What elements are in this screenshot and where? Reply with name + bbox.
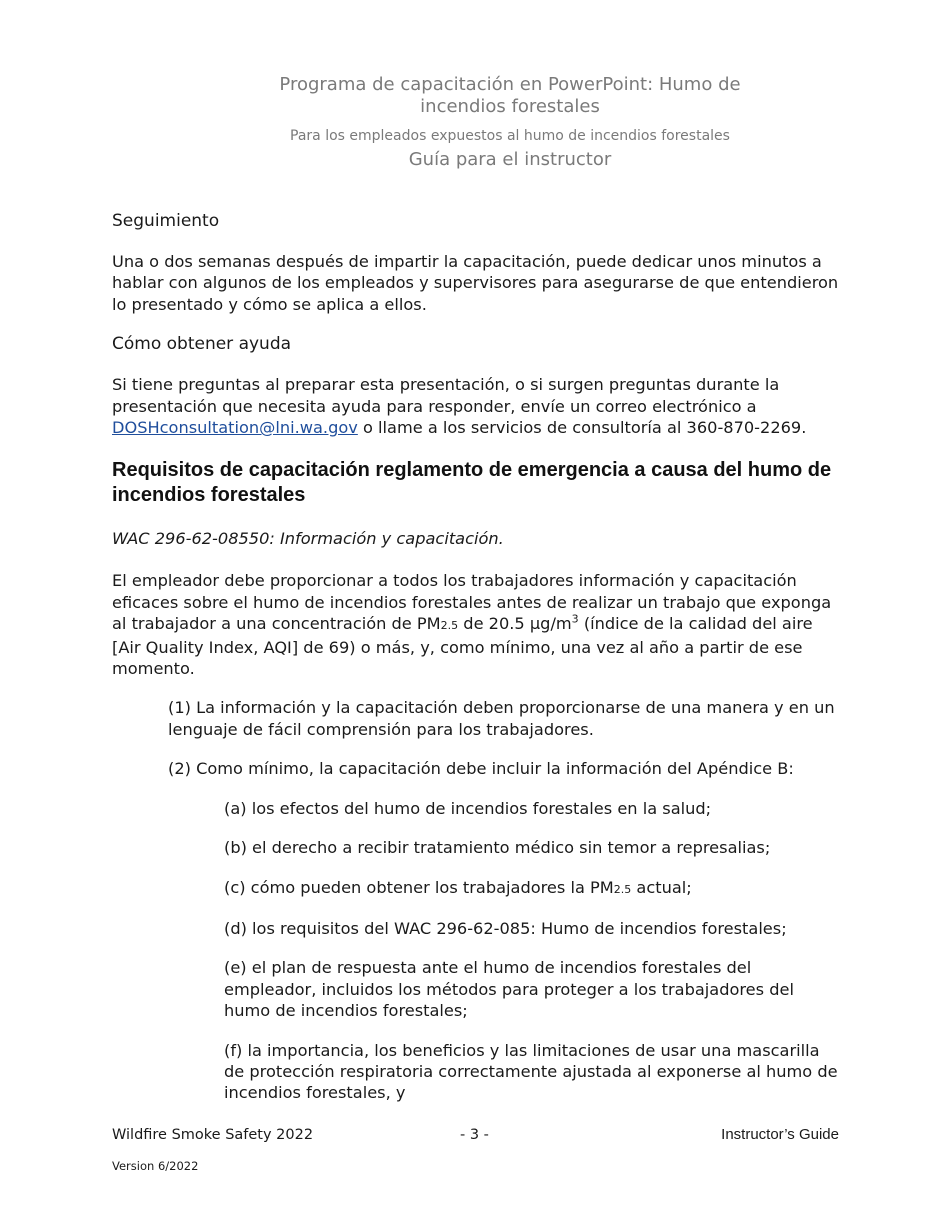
requirements-heading: Requisitos de capacitación reglamento de emergencia a causa del humo de incendios forestales [112,459,832,507]
m3-superscript: 3 [571,612,579,626]
document-header [250,74,770,171]
subitem-e: (e) el plan de respuesta ante el humo de incendios forestales del empleador, incluidos los métodos para proteger a los trabajadores del humo de incendios forestales; [224,958,794,1021]
document-guide-label: Guía para el instructor [408,149,612,170]
subitem-d: (d) los requisitos del WAC 296-62-085: Humo de incendios forestales; [224,918,787,938]
document-subtitle: Para los empleados expuestos al humo de incendios forestales [290,128,730,144]
footer-doc-name: Wildfire Smoke Safety 2022 [112,1127,314,1143]
subitem-c-text: (c) cómo pueden obtener los trabajadores la PM [224,877,614,897]
help-heading: Cómo obtener ayuda [112,334,292,355]
document-body [112,210,842,1104]
wac-title: WAC 296-62-08550: Información y capacitación. [112,529,504,549]
document-title: Programa de capacitación en PowerPoint: Humo de incendios forestales [279,74,741,117]
footer-version: Version 6/2022 [112,1159,199,1173]
subitem-c-subscript: 2.5 [613,882,632,896]
intro-part-b: de 20.5 µg/m [458,614,572,634]
footer-page-number: - 3 - [460,1127,489,1143]
requirement-item-1: (1) La información y la capacitación deben proporcionarse de una manera y en un lenguaje de fácil comprensión para los trabajadores. [168,698,835,739]
requirements-intro [112,570,842,679]
help-text-after: o llame a los servicios de consultoría al 360-870-2269. [357,418,807,438]
help-paragraph [112,374,842,438]
help-text-before: Si tiene preguntas al preparar esta presentación, o si surgen preguntas durante la presentación que necesita ayuda para responder, envíe un correo electrónico a [112,375,780,416]
subitem-c-end: actual; [631,877,692,897]
followup-paragraph: Una o dos semanas después de impartir la capacitación, puede dedicar unos minutos a hablar con algunos de los empleados y supervisores para asegurarse de que entendieron lo presentado y cómo se aplica a ellos. [112,252,839,314]
subitem-f: (f) la importancia, los beneficios y las limitaciones de usar una mascarilla de protección respiratoria correctamente ajustada al exponerse al humo de incendios forestales, y [224,1040,838,1103]
pm-subscript: 2.5 [440,619,459,633]
requirement-item-2: (2) Como mínimo, la capacitación debe incluir la información del Apéndice B: [168,759,794,779]
intro-part-c: (índice de la calidad del aire [Air Quality Index, AQI] de 69) o más, y, como mínimo, una vez al año a partir de ese momento. [112,614,813,679]
subitem-c [224,877,842,900]
email-link[interactable]: DOSHconsultation@lni.wa.gov [112,418,358,438]
followup-heading: Seguimiento [112,211,220,231]
intro-part-a: El empleador debe proporcionar a todos los trabajadores información y capacitación eficaces sobre el humo de incendios forestales antes de realizar un trabajo que exponga al trabajador a una concentración de PM [112,571,832,634]
footer-guide-label: Instructor’s Guide [721,1126,839,1143]
subitem-b: (b) el derecho a recibir tratamiento médico sin temor a represalias; [224,838,771,858]
subitem-a: (a) los efectos del humo de incendios forestales en la salud; [224,798,712,818]
